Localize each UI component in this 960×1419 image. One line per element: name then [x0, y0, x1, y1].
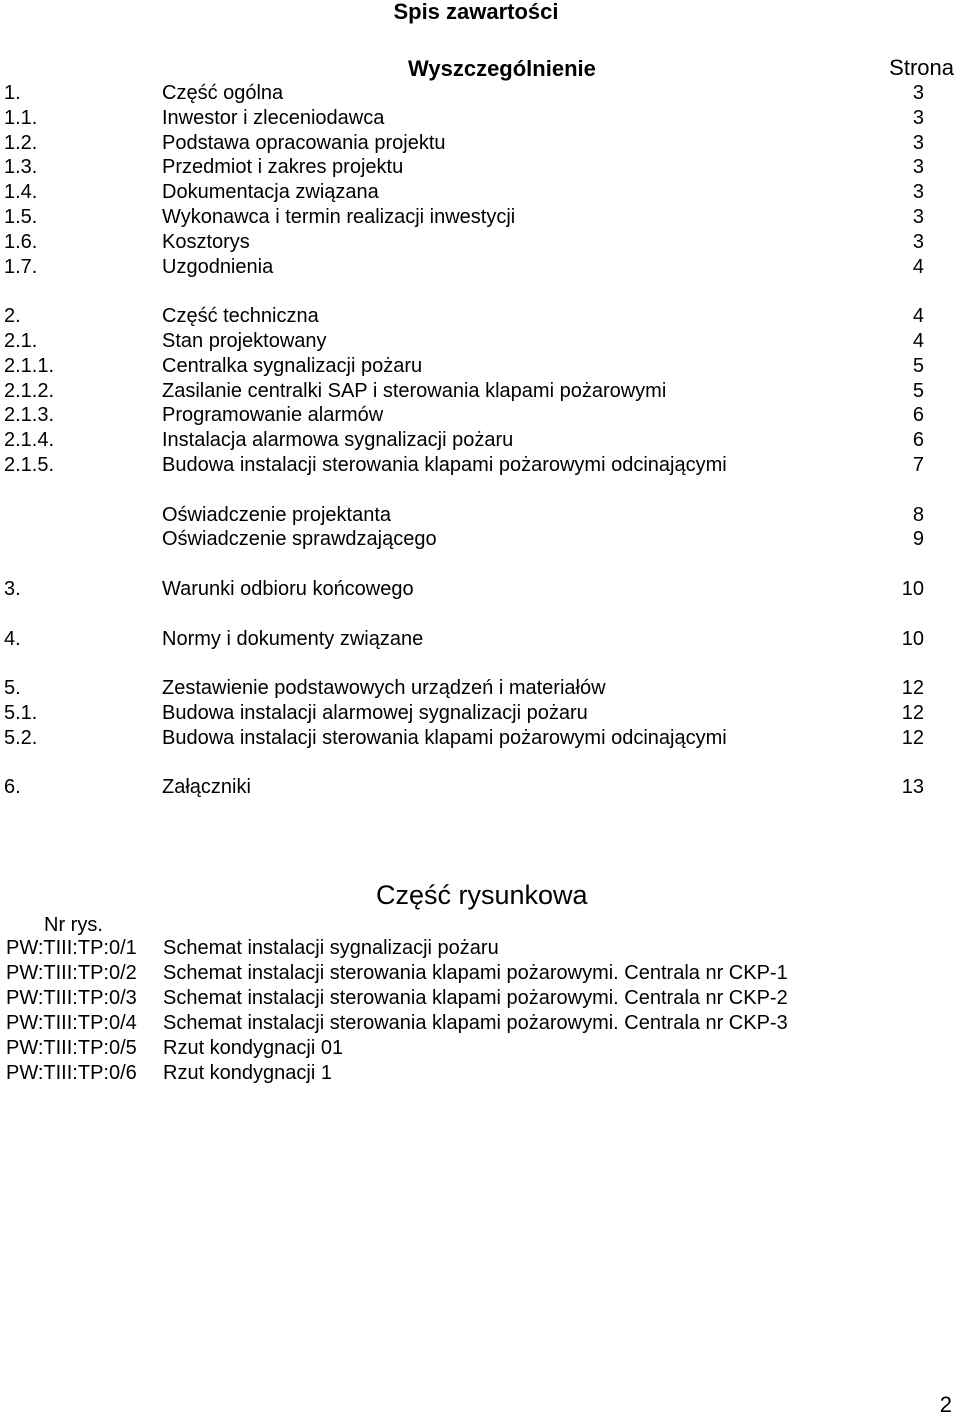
toc-number: 3. — [4, 577, 21, 600]
section-gap — [0, 751, 960, 776]
toc-page: 12 — [901, 726, 924, 749]
section-gap — [0, 602, 960, 627]
toc-row — [0, 230, 960, 255]
toc-number: 6. — [4, 776, 21, 799]
toc-row — [0, 627, 960, 652]
toc-row — [0, 428, 960, 453]
drawing-description: Schemat instalacji sterowania klapami pożarowymi. Centrala nr CKP-1 — [163, 962, 788, 984]
toc-title: Podstawa opracowania projektu — [162, 131, 446, 154]
toc-row — [0, 453, 960, 478]
toc-page: 12 — [901, 701, 924, 724]
toc-title: Budowa instalacji sterowania klapami pożarowymi odcinającymi — [162, 453, 727, 476]
toc-row — [0, 676, 960, 701]
toc-page: 3 — [912, 230, 924, 253]
toc-number: 1.1. — [4, 106, 38, 129]
toc-page: 12 — [901, 677, 924, 700]
section-gap — [0, 651, 960, 676]
drawing-description: Schemat instalacji sterowania klapami pożarowymi. Centrala nr CKP-2 — [163, 987, 788, 1009]
toc-row — [0, 775, 960, 800]
toc-number: 2.1.5. — [4, 453, 55, 476]
table-of-contents — [0, 81, 960, 800]
toc-row — [0, 155, 960, 180]
toc-number: 2.1.3. — [4, 404, 55, 427]
toc-page: 7 — [912, 453, 924, 476]
drawing-code: PW:TIII:TP:0/5 — [6, 1037, 137, 1059]
toc-number: 1.4. — [4, 181, 38, 204]
toc-row — [0, 180, 960, 205]
toc-page: 10 — [901, 577, 924, 600]
drawing-code: PW:TIII:TP:0/3 — [6, 987, 137, 1009]
toc-page: 3 — [912, 181, 924, 204]
toc-page: 13 — [901, 776, 924, 799]
toc-page: 5 — [912, 354, 924, 377]
toc-title: Zestawienie podstawowych urządzeń i materiałów — [162, 677, 606, 700]
section-gap — [0, 279, 960, 304]
toc-title: Zasilanie centralki SAP i sterowania klapami pożarowymi — [162, 379, 667, 402]
drawing-row — [0, 1061, 960, 1086]
toc-number: 1. — [4, 82, 21, 104]
toc-row — [0, 577, 960, 602]
toc-page: 3 — [912, 82, 924, 104]
toc-row — [0, 503, 960, 528]
toc-title: Oświadczenie projektanta — [162, 503, 392, 526]
toc-title: Załączniki — [162, 776, 251, 799]
toc-title: Przedmiot i zakres projektu — [162, 156, 404, 179]
toc-title: Inwestor i zleceniodawca — [162, 106, 385, 129]
toc-page: 3 — [912, 131, 924, 154]
toc-number: 1.3. — [4, 156, 38, 179]
toc-title: Kosztorys — [162, 230, 250, 253]
toc-number: 5.1. — [4, 701, 38, 724]
toc-number: 1.2. — [4, 131, 38, 154]
toc-row — [0, 701, 960, 726]
toc-number: 2.1. — [4, 329, 38, 352]
toc-number: 4. — [4, 627, 21, 650]
toc-page: 4 — [912, 255, 924, 278]
toc-number: 1.6. — [4, 230, 38, 253]
toc-number: 2.1.2. — [4, 379, 55, 402]
toc-row — [0, 131, 960, 156]
toc-title: Stan projektowany — [162, 329, 327, 352]
toc-row — [0, 255, 960, 280]
toc-title: Programowanie alarmów — [162, 404, 384, 427]
toc-title: Warunki odbioru końcowego — [162, 577, 414, 600]
drawing-row — [0, 986, 960, 1011]
drawing-description: Rzut kondygnacji 1 — [163, 1062, 332, 1084]
page-title: Spis zawartości — [393, 0, 559, 24]
drawings-list — [0, 936, 960, 1086]
drawing-row — [0, 1036, 960, 1061]
toc-number: 1.7. — [4, 255, 38, 278]
drawing-code: PW:TIII:TP:0/1 — [6, 937, 137, 959]
toc-page: 4 — [912, 329, 924, 352]
toc-page: 6 — [912, 429, 924, 452]
toc-number: 5. — [4, 677, 21, 700]
toc-page: 4 — [912, 305, 924, 328]
toc-number: 1.5. — [4, 205, 38, 228]
section-gap — [0, 552, 960, 577]
section-gap — [0, 478, 960, 503]
drawing-code: PW:TIII:TP:0/2 — [6, 962, 137, 984]
toc-row — [0, 81, 960, 106]
drawing-row — [0, 936, 960, 961]
toc-row — [0, 726, 960, 751]
toc-row — [0, 106, 960, 131]
toc-title: Normy i dokumenty związane — [162, 627, 424, 650]
drawing-description: Schemat instalacji sterowania klapami pożarowymi. Centrala nr CKP-3 — [163, 1012, 788, 1034]
toc-title: Wykonawca i termin realizacji inwestycji — [162, 205, 516, 228]
toc-title: Dokumentacja związana — [162, 181, 379, 204]
column-header-spec: Wyszczególnienie — [408, 56, 596, 81]
toc-page: 8 — [912, 503, 924, 526]
toc-number: 2.1.1. — [4, 354, 55, 377]
toc-title: Oświadczenie sprawdzającego — [162, 528, 437, 551]
column-header-page: Strona — [889, 55, 954, 80]
toc-page: 6 — [912, 404, 924, 427]
toc-title: Budowa instalacji sterowania klapami pożarowymi odcinającymi — [162, 726, 727, 749]
toc-title: Instalacja alarmowa sygnalizacji pożaru — [162, 429, 514, 452]
toc-number: 5.2. — [4, 726, 38, 749]
toc-page: 3 — [912, 205, 924, 228]
toc-row — [0, 304, 960, 329]
toc-title: Budowa instalacji alarmowej sygnalizacji pożaru — [162, 701, 588, 724]
drawing-description: Rzut kondygnacji 01 — [163, 1037, 344, 1059]
drawings-section-title: Część rysunkowa — [376, 880, 588, 910]
toc-number: 2.1.4. — [4, 429, 55, 452]
toc-row — [0, 205, 960, 230]
toc-row — [0, 403, 960, 428]
toc-title: Część techniczna — [162, 305, 319, 328]
toc-row — [0, 329, 960, 354]
toc-row — [0, 527, 960, 552]
toc-page: 10 — [901, 627, 924, 650]
toc-number: 2. — [4, 305, 21, 328]
toc-row — [0, 354, 960, 379]
toc-page: 3 — [912, 156, 924, 179]
drawing-description: Schemat instalacji sygnalizacji pożaru — [163, 937, 499, 959]
toc-title: Centralka sygnalizacji pożaru — [162, 354, 423, 377]
drawing-code: PW:TIII:TP:0/4 — [6, 1012, 137, 1034]
toc-title: Część ogólna — [162, 82, 284, 104]
toc-page: 3 — [912, 106, 924, 129]
toc-page: 5 — [912, 379, 924, 402]
drawing-row — [0, 961, 960, 986]
page-number: 2 — [939, 1392, 952, 1417]
drawings-column-header: Nr rys. — [44, 914, 103, 936]
toc-row — [0, 379, 960, 404]
drawing-row — [0, 1011, 960, 1036]
toc-title: Uzgodnienia — [162, 255, 274, 278]
drawing-code: PW:TIII:TP:0/6 — [6, 1062, 137, 1084]
toc-page: 9 — [912, 528, 924, 551]
